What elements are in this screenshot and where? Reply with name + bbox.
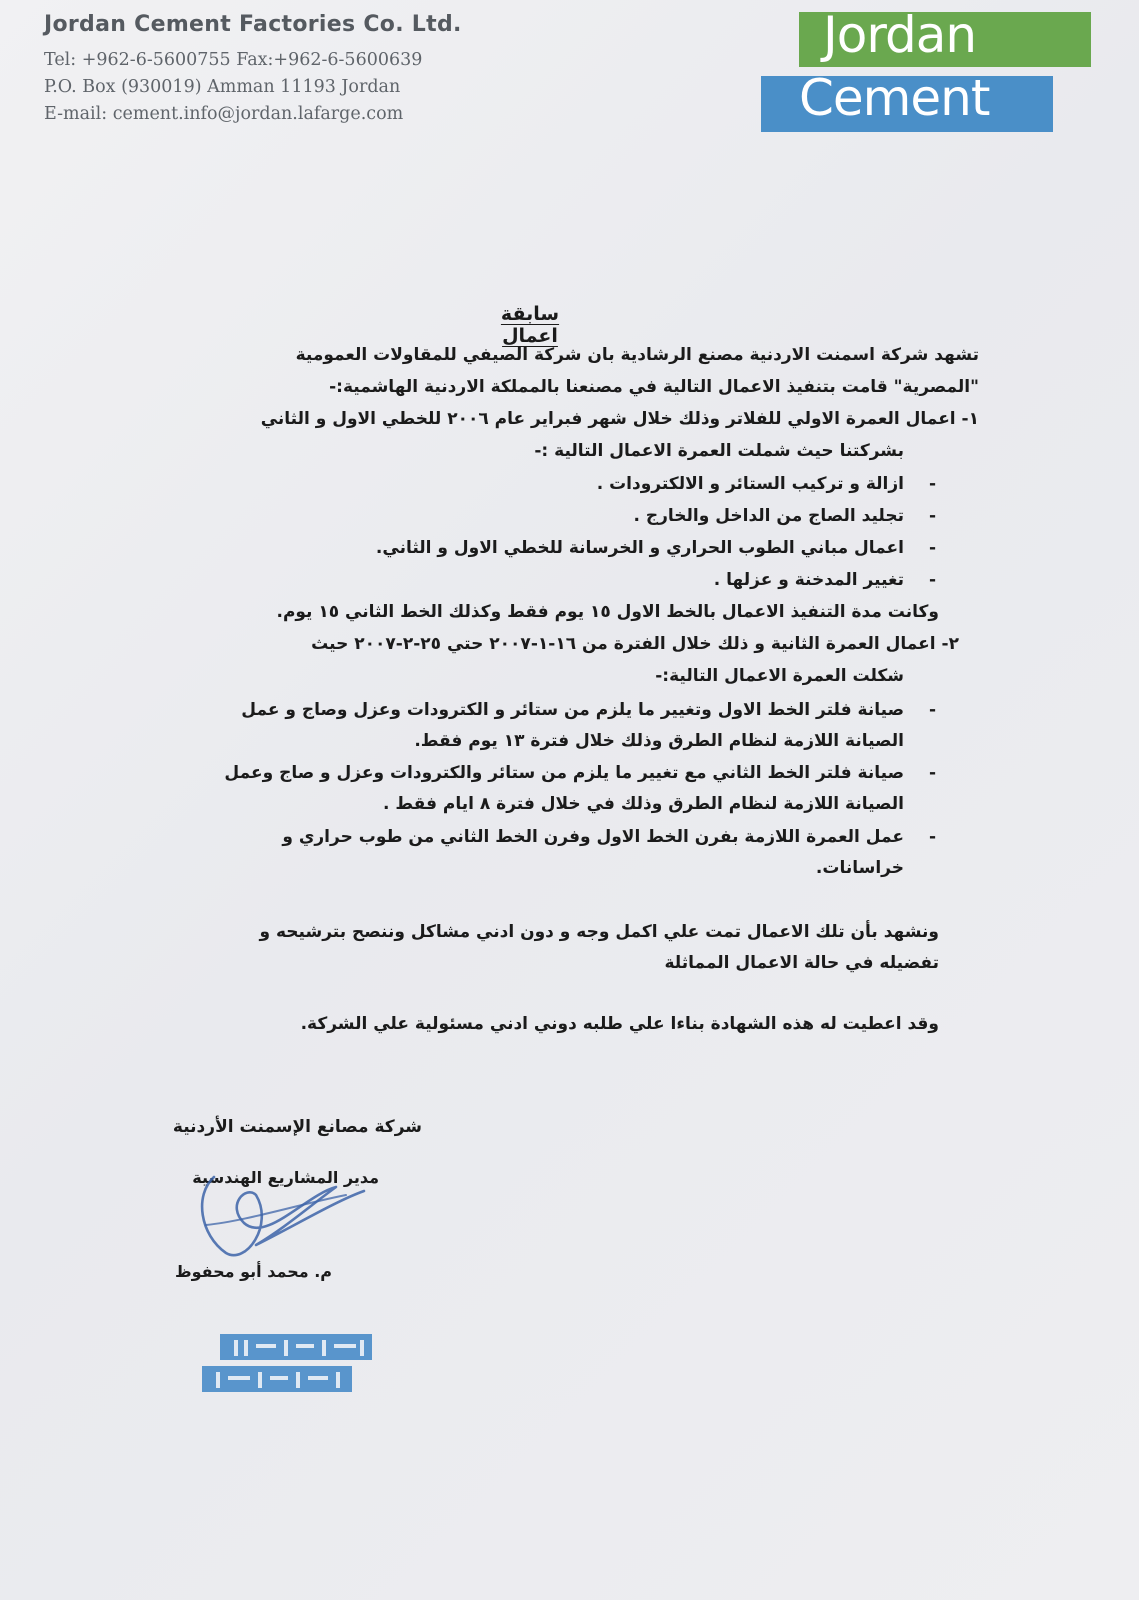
company-name: Jordan Cement Factories Co. Ltd.: [44, 12, 462, 37]
list-bullet: -: [928, 700, 936, 720]
list-item-continuation: خراسانات.: [815, 858, 904, 878]
list-bullet: -: [928, 827, 936, 847]
logo-word-cement: Cement: [799, 69, 990, 127]
list-item-continuation: الصيانة اللازمة لنظام الطرق وذلك خلال فترة ١٣ يوم فقط.: [414, 731, 904, 751]
list-item: صيانة فلتر الخط الثاني مع تغيير ما يلزم من ستائر والكترودات وعزل و صاج وعمل: [224, 763, 904, 783]
list-bullet: -: [928, 506, 936, 526]
section2-heading: شكلت العمرة الاعمال التالية:-: [655, 666, 904, 686]
jordan-cement-logo: [761, 6, 1091, 132]
closing-line: ونشهد بأن تلك الاعمال تمت علي اكمل وجه و دون ادني مشاكل وننصح بترشيحه و: [259, 922, 939, 942]
document-title: سابقة اعمال: [500, 303, 560, 347]
list-bullet: -: [928, 570, 936, 590]
list-item-continuation: الصيانة اللازمة لنظام الطرق وذلك في خلال فترة ٨ ايام فقط .: [383, 794, 904, 814]
list-item: ازالة و تركيب الستائر و الالكترودات .: [596, 474, 904, 494]
list-item: تغيير المدخنة و عزلها .: [713, 570, 904, 590]
signatory-role: مدير المشاريع الهندسية: [192, 1168, 379, 1187]
handwritten-signature: [186, 1165, 376, 1275]
closing-line: تفضيله في حالة الاعمال المماثلة: [664, 953, 939, 973]
list-item: صيانة فلتر الخط الاول وتغيير ما يلزم من ستائر و الكترودات وعزل وصاج و عمل: [241, 700, 904, 720]
list-bullet: -: [928, 538, 936, 558]
list-item: عمل العمرة اللازمة بفرن الخط الاول وفرن الخط الثاني من طوب حراري و: [282, 827, 904, 847]
section1-heading: ١- اعمال العمرة الاولي للفلاتر وذلك خلال شهر فبراير عام ٢٠٠٦ للخطي الاول و الثاني: [260, 409, 979, 429]
signatory-company: شركة مصانع الإسمنت الأردنية: [172, 1117, 422, 1137]
logo-word-jordan: Jordan: [823, 6, 977, 64]
contact-phone-fax: Tel: +962-6-5600755 Fax:+962-6-5600639: [44, 50, 423, 70]
list-bullet: -: [928, 474, 936, 494]
contact-email: E-mail: cement.info@jordan.lafarge.com: [44, 104, 404, 124]
company-stamp: [200, 1330, 376, 1396]
final-statement: وقد اعطيت له هذه الشهادة بناءا علي طلبه دوني ادني مسئولية علي الشركة.: [300, 1014, 939, 1034]
section1-heading: بشركتنا حيث شملت العمرة الاعمال التالية :-: [534, 441, 904, 461]
contact-address: P.O. Box (930019) Amman 11193 Jordan: [44, 77, 401, 97]
list-item: تجليد الصاج من الداخل والخارج .: [633, 506, 904, 526]
list-bullet: -: [928, 763, 936, 783]
intro-line: تشهد شركة اسمنت الاردنية مصنع الرشادية بان شركة الصيفي للمقاولات العمومية: [295, 345, 979, 365]
section2-heading: ٢- اعمال العمرة الثانية و ذلك خلال الفترة من ١٦-١-٢٠٠٧ حتي ٢٥-٢-٢٠٠٧ حيث: [311, 634, 959, 654]
duration-line: وكانت مدة التنفيذ الاعمال بالخط الاول ١٥ يوم فقط وكذلك الخط الثاني ١٥ يوم.: [276, 602, 939, 622]
intro-line: "المصرية" قامت بتنفيذ الاعمال التالية في مصنعنا بالمملكة الاردنية الهاشمية:-: [329, 377, 979, 397]
list-item: اعمال مباني الطوب الحراري و الخرسانة للخطي الاول و الثاني.: [375, 538, 904, 558]
signatory-name: م. محمد أبو محفوظ: [174, 1262, 332, 1281]
